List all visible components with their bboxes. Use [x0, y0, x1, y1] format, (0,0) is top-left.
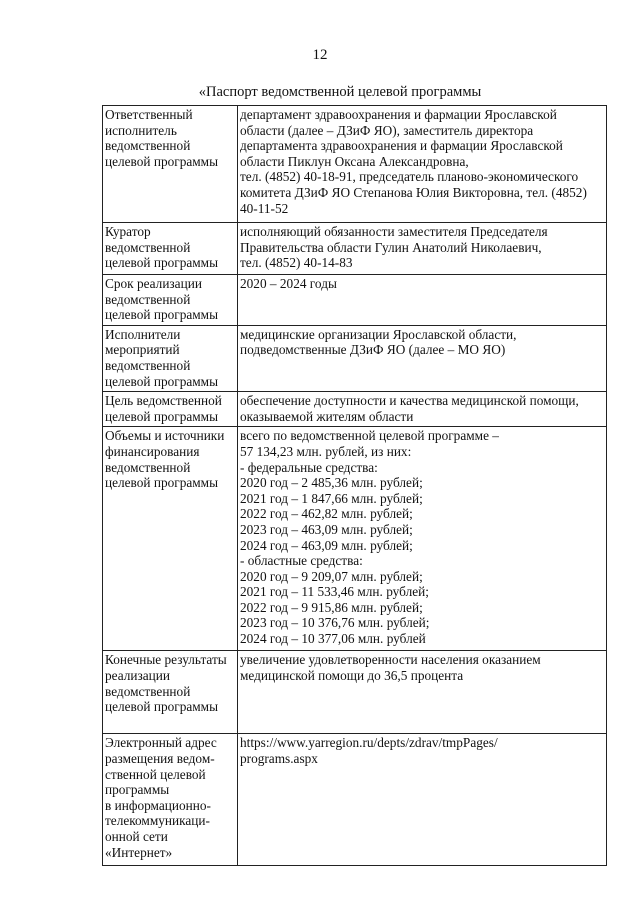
- web-address-label-line: телекоммуникаци-: [105, 813, 210, 829]
- row-value-curator: [238, 223, 607, 275]
- financing-line: 2022 год – 462,82 млн. рублей;: [240, 506, 413, 522]
- responsible-executor-text: департамент здравоохранения и фармации Ярославской области (далее – ДЗиФ ЯО), заместитель директора департамента здравоохранения и фармации Ярославской области Пиклун Оксана Александровна,: [240, 107, 563, 169]
- table-row: [103, 275, 607, 326]
- passport-table: [102, 105, 607, 866]
- curator-phone: тел. (4852) 40-14-83: [240, 255, 353, 271]
- financing-line: 2022 год – 9 915,86 млн. рублей;: [240, 599, 423, 615]
- row-label-results: Конечные результаты реализации ведомственной целевой программы: [103, 651, 238, 734]
- financing-line: 2020 год – 9 209,07 млн. рублей;: [240, 568, 423, 584]
- table-row: [103, 734, 607, 866]
- row-label-executors: Исполнители мероприятий ведомственной целевой программы: [103, 325, 238, 391]
- document-title: «Паспорт ведомственной целевой программы: [198, 84, 482, 100]
- web-address-label-line: программы: [105, 782, 170, 798]
- financing-line: 2023 год – 463,09 млн. рублей;: [240, 521, 413, 537]
- row-label-term: Срок реализации ведомственной целевой программы: [103, 275, 238, 326]
- web-address-url-line: programs.aspx: [240, 750, 318, 766]
- table-row: [103, 427, 607, 651]
- web-address-label-line: ственной целевой: [105, 766, 206, 782]
- curator-text: исполняющий обязанности заместителя Председателя Правительства области Гулин Анатолий Николаевич,: [240, 224, 548, 255]
- row-label-goal: Цель ведомственной целевой программы: [103, 392, 238, 427]
- row-label-curator: Куратор ведомственной целевой программы: [103, 223, 238, 275]
- row-value-financing: [238, 427, 607, 651]
- table-row: [103, 651, 607, 734]
- table-row: [103, 325, 607, 391]
- financing-line: 2021 год – 11 533,46 млн. рублей;: [240, 584, 429, 600]
- financing-line: 2024 год – 463,09 млн. рублей;: [240, 537, 413, 553]
- row-value-results: увеличение удовлетворенности населения оказанием медицинской помощи до 36,5 процента: [238, 651, 607, 734]
- table-row: [103, 106, 607, 223]
- financing-line: - областные средства:: [240, 553, 363, 569]
- row-value-term: 2020 – 2024 годы: [238, 275, 607, 326]
- financing-line: всего по ведомственной целевой программе –: [240, 428, 499, 444]
- row-value-responsible-executor: [238, 106, 607, 223]
- row-value-web-address: [238, 734, 607, 866]
- financing-line: 57 134,23 млн. рублей, из них:: [240, 443, 412, 459]
- financing-line: 2021 год – 1 847,66 млн. рублей;: [240, 490, 423, 506]
- responsible-executor-contacts: тел. (4852) 40-18-91, председатель планово-экономического комитета ДЗиФ ЯО Степанова Юлия Викторовна, тел. (4852) 40-11-52: [240, 169, 587, 216]
- row-label-financing: Объемы и источники финансирования ведомственной целевой программы: [103, 427, 238, 651]
- row-label-responsible-executor: Ответственный исполнитель ведомственной целевой программы: [103, 106, 238, 223]
- financing-line: - федеральные средства:: [240, 459, 378, 475]
- web-address-label-line: размещения ведом-: [105, 750, 215, 766]
- financing-line: 2023 год – 10 376,76 млн. рублей;: [240, 615, 430, 631]
- financing-line: 2024 год – 10 377,06 млн. рублей: [240, 631, 426, 647]
- financing-line: 2020 год – 2 485,36 млн. рублей;: [240, 475, 423, 491]
- web-address-label-line: в информационно-: [105, 797, 211, 813]
- row-value-goal: обеспечение доступности и качества медицинской помощи, оказываемой жителям области: [238, 392, 607, 427]
- row-value-executors: медицинские организации Ярославской области, подведомственные ДЗиФ ЯО (далее – МО ЯО): [238, 325, 607, 391]
- web-address-label-line: Электронный адрес: [105, 735, 217, 751]
- table-row: [103, 392, 607, 427]
- web-address-label-line: онной сети: [105, 828, 168, 844]
- web-address-url-line: https://www.yarregion.ru/depts/zdrav/tmpPages/: [240, 735, 498, 751]
- web-address-label-line: «Интернет»: [105, 844, 173, 860]
- row-label-web-address: [103, 734, 238, 866]
- page-number: 12: [312, 47, 328, 63]
- table-row: [103, 223, 607, 275]
